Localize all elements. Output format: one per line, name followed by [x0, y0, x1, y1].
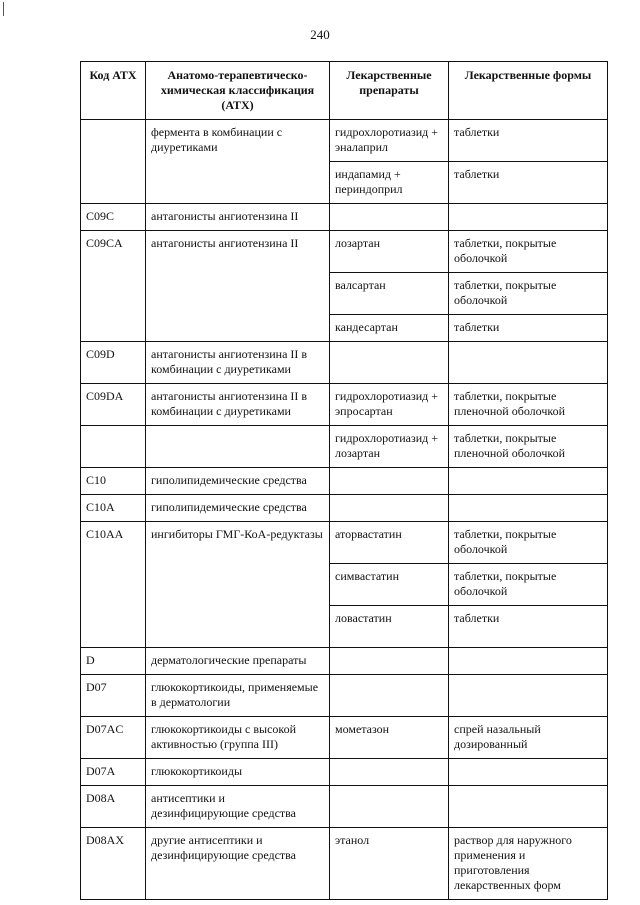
cell-code: D07 — [81, 675, 146, 717]
header-drugs: Лекарственные препараты — [330, 62, 449, 120]
cell-drug: ловастатин — [330, 606, 449, 648]
cell-form — [449, 468, 608, 495]
cell-drug — [330, 759, 449, 786]
table-row — [81, 231, 608, 273]
cell-code: C10AA — [81, 522, 146, 648]
cell-form: таблетки, покрытые оболочкой — [449, 273, 608, 315]
table-row — [81, 468, 608, 495]
cell-classification: антагонисты ангиотензина II — [146, 231, 330, 342]
cell-code: C09DA — [81, 384, 146, 426]
cell-form: таблетки — [449, 120, 608, 162]
cell-classification — [146, 426, 330, 468]
cell-code: C09D — [81, 342, 146, 384]
cell-form — [449, 342, 608, 384]
page-number: 240 — [310, 27, 330, 42]
cell-form — [449, 204, 608, 231]
cell-form — [449, 648, 608, 675]
cell-drug: симвастатин — [330, 564, 449, 606]
cell-form — [449, 759, 608, 786]
cell-drug — [330, 786, 449, 828]
cell-drug: аторвастатин — [330, 522, 449, 564]
cell-drug: лозартан — [330, 231, 449, 273]
cell-classification: глюкокортикоиды, применяемые в дерматологии — [146, 675, 330, 717]
cell-code — [81, 120, 146, 204]
atx-table — [80, 61, 608, 900]
cell-classification: дерматологические препараты — [146, 648, 330, 675]
cell-form: таблетки — [449, 162, 608, 204]
header-classification: Анатомо-терапевтическо-химическая классификация (АТХ) — [146, 62, 330, 120]
cell-drug — [330, 495, 449, 522]
table-row — [81, 120, 608, 162]
cell-code: D08A — [81, 786, 146, 828]
cell-drug: гидрохлоротиазид + эналаприл — [330, 120, 449, 162]
cell-drug: гидрохлоротиазид + эпросартан — [330, 384, 449, 426]
cell-classification: фермента в комбинации с диуретиками — [146, 120, 330, 204]
cell-classification: глюкокортикоиды — [146, 759, 330, 786]
cell-classification: другие антисептики и дезинфицирующие средства — [146, 828, 330, 900]
cell-drug: индапамид + периндоприл — [330, 162, 449, 204]
table-row — [81, 675, 608, 717]
cell-drug — [330, 468, 449, 495]
cell-code: C09CA — [81, 231, 146, 342]
cell-form: спрей назальный дозированный — [449, 717, 608, 759]
cell-form — [449, 786, 608, 828]
header-forms: Лекарственные формы — [449, 62, 608, 120]
cell-form: таблетки — [449, 315, 608, 342]
cell-classification: антагонисты ангиотензина II в комбинации с диуретиками — [146, 384, 330, 426]
table-row — [81, 204, 608, 231]
cell-code: D07AC — [81, 717, 146, 759]
cell-code — [81, 426, 146, 468]
cell-form: таблетки — [449, 606, 608, 648]
cell-code: D08AX — [81, 828, 146, 900]
cell-code: C09C — [81, 204, 146, 231]
header-code: Код АТХ — [81, 62, 146, 120]
cell-drug: кандесартан — [330, 315, 449, 342]
cell-code: D — [81, 648, 146, 675]
cell-drug: мометазон — [330, 717, 449, 759]
cell-drug: гидрохлоротиазид + лозартан — [330, 426, 449, 468]
cell-classification: гиполипидемические средства — [146, 468, 330, 495]
cell-code: C10 — [81, 468, 146, 495]
table-row — [81, 495, 608, 522]
cell-form — [449, 495, 608, 522]
table-row — [81, 648, 608, 675]
cell-form: таблетки, покрытые оболочкой — [449, 564, 608, 606]
cell-form: раствор для наружного применения и приготовления лекарственных форм — [449, 828, 608, 900]
cell-code: C10A — [81, 495, 146, 522]
table-row — [81, 384, 608, 426]
cell-drug — [330, 204, 449, 231]
cell-drug: этанол — [330, 828, 449, 900]
cell-form: таблетки, покрытые оболочкой — [449, 522, 608, 564]
cell-code: D07A — [81, 759, 146, 786]
cell-drug: валсартан — [330, 273, 449, 315]
cell-drug — [330, 675, 449, 717]
table-header-row — [81, 62, 608, 120]
cell-form: таблетки, покрытые пленочной оболочкой — [449, 384, 608, 426]
table-row — [81, 717, 608, 759]
cell-classification: антисептики и дезинфицирующие средства — [146, 786, 330, 828]
cell-classification: антагонисты ангиотензина II — [146, 204, 330, 231]
cell-drug — [330, 342, 449, 384]
cell-form — [449, 675, 608, 717]
cell-form: таблетки, покрытые оболочкой — [449, 231, 608, 273]
cell-classification: антагонисты ангиотензина II в комбинации с диуретиками — [146, 342, 330, 384]
table-row — [81, 426, 608, 468]
table-row — [81, 759, 608, 786]
cell-classification: глюкокортикоиды с высокой активностью (группа III) — [146, 717, 330, 759]
table-row — [81, 786, 608, 828]
table-row — [81, 342, 608, 384]
cell-form: таблетки, покрытые пленочной оболочкой — [449, 426, 608, 468]
cell-classification: ингибиторы ГМГ-КоА-редуктазы — [146, 522, 330, 648]
cell-drug — [330, 648, 449, 675]
table-row — [81, 828, 608, 900]
table-row — [81, 522, 608, 564]
scan-margin-mark — [3, 2, 4, 16]
cell-classification: гиполипидемические средства — [146, 495, 330, 522]
